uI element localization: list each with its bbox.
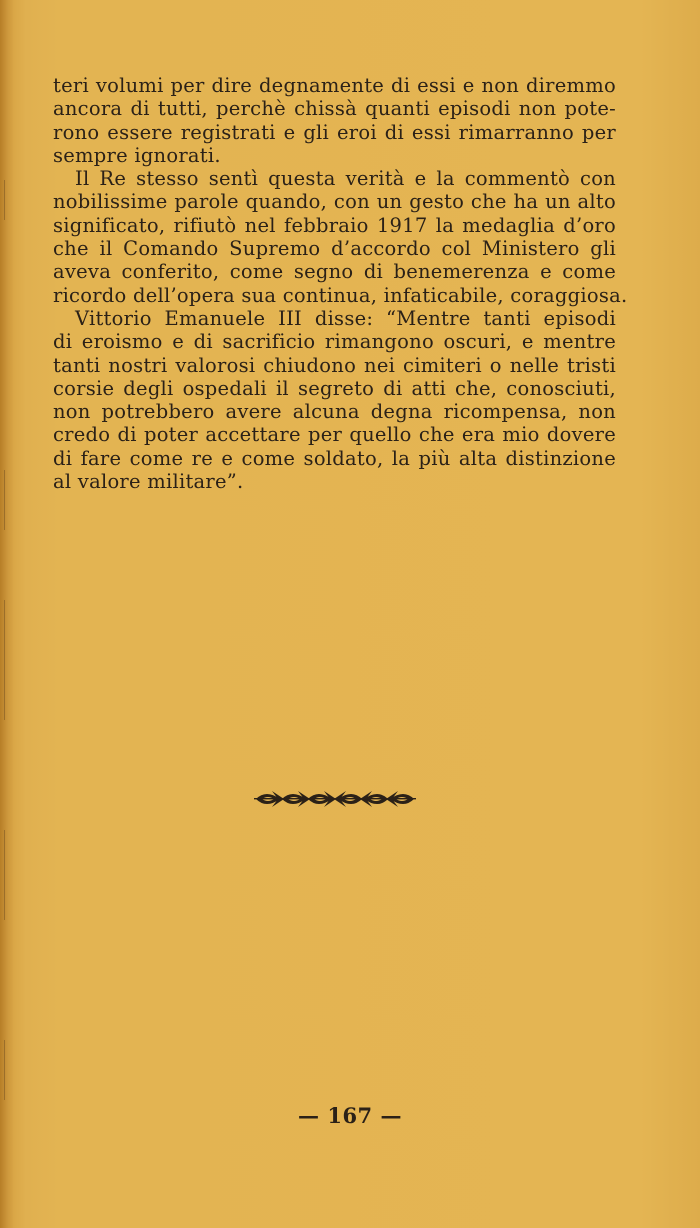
edge-mark	[4, 1040, 5, 1100]
text-line: rono essere registrati e gli eroi di essi rimarranno per	[53, 120, 616, 144]
edge-mark	[4, 470, 5, 530]
text-line: credo di poter accettare per quello che era mio dovere	[53, 423, 616, 447]
text-line: di eroismo e di sacrificio rimangono oscuri, e mentre	[53, 330, 616, 354]
text-line: al valore militare”.	[53, 470, 244, 494]
text-line: di fare come re e come soldato, la più alta distinzione	[53, 446, 616, 470]
text-line: tanti nostri valorosi chiudono nei cimiteri o nelle tristi	[53, 353, 616, 377]
body-text	[53, 74, 628, 494]
text-line: ricordo dell’opera sua continua, infaticabile, coraggiosa.	[53, 283, 628, 307]
text-line: sempre ignorati.	[53, 143, 221, 167]
text-line: Il Re stesso sentì questa verità e la commentò con	[75, 167, 616, 191]
paragraph-1	[53, 74, 616, 167]
text-line: teri volumi per dire degnamente di essi e non diremmo	[53, 74, 616, 97]
binding-edge	[0, 0, 14, 1228]
text-line: non potrebbero avere alcuna degna ricompensa, non	[53, 400, 616, 424]
text-line: Vittorio Emanuele III disse: “Mentre tanti episodi	[75, 306, 616, 330]
text-line: ancora di tutti, perchè chissà quanti episodi non pote-	[53, 97, 616, 121]
edge-mark	[4, 600, 5, 720]
text-line: corsie degli ospedali il segreto di atti che, conosciuti,	[53, 376, 616, 400]
edge-mark	[4, 830, 5, 920]
text-line: che il Comando Supremo d’accordo col Ministero gli	[53, 237, 616, 261]
text-line: nobilissime parole quando, con un gesto che ha un alto	[53, 190, 616, 214]
paragraph-3	[53, 307, 616, 493]
text-line: aveva conferito, come segno di benemerenza e come	[53, 260, 616, 284]
paragraph-2	[53, 167, 628, 307]
edge-mark	[4, 180, 5, 220]
page-number: — 167 —	[298, 1103, 402, 1128]
fleuron-divider-icon	[254, 783, 416, 815]
text-line: significato, rifiutò nel febbraio 1917 la medaglia d’oro	[53, 213, 616, 237]
